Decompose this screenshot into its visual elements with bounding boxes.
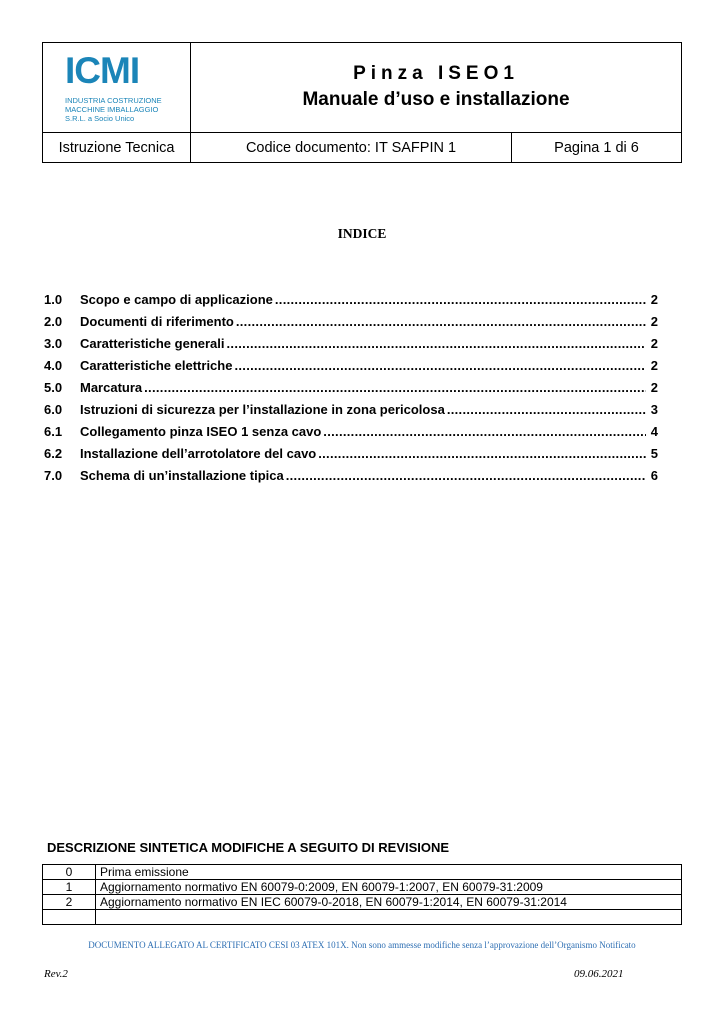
toc-page: 2 xyxy=(650,358,658,373)
revision-row xyxy=(43,880,682,895)
toc-leader-dots xyxy=(286,468,646,483)
toc-entry[interactable] xyxy=(44,402,658,420)
document-subtitle: Manuale d’uso e installazione xyxy=(302,89,570,110)
toc-page: 3 xyxy=(650,402,658,417)
toc-label: Scopo e campo di applicazione xyxy=(80,292,273,307)
toc-leader-dots xyxy=(144,380,646,395)
toc-leader-dots xyxy=(447,402,646,417)
toc-leader-dots xyxy=(275,292,646,307)
revision-number xyxy=(43,910,96,925)
logo-line-2: MACCHINE IMBALLAGGIO xyxy=(65,105,159,114)
toc-label: Installazione dell’arrotolatore del cavo xyxy=(80,446,317,461)
toc-entry[interactable] xyxy=(44,314,658,332)
doc-type: Istruzione Tecnica xyxy=(43,133,191,162)
toc-leader-dots xyxy=(323,424,646,439)
revision-label: Rev.2 xyxy=(44,968,68,980)
toc-page: 2 xyxy=(650,292,658,307)
toc-number: 7.0 xyxy=(44,468,63,483)
toc-page: 5 xyxy=(650,446,658,461)
toc-number: 6.2 xyxy=(44,446,63,461)
header-table xyxy=(42,42,682,163)
revision-table xyxy=(42,864,682,925)
header-info-row xyxy=(43,132,681,162)
toc-label: Marcatura xyxy=(80,380,143,395)
company-logo: ICMI xyxy=(65,50,140,91)
toc-label: Collegamento pinza ISEO 1 senza cavo xyxy=(80,424,322,439)
toc-page: 2 xyxy=(650,336,658,351)
toc-leader-dots xyxy=(227,336,646,351)
toc-entry[interactable] xyxy=(44,336,658,354)
toc-number: 1.0 xyxy=(44,292,63,307)
revision-number: 0 xyxy=(43,865,96,880)
toc-number: 3.0 xyxy=(44,336,63,351)
toc-leader-dots xyxy=(318,446,646,461)
document-title: Pinza ISEO1 xyxy=(353,63,519,84)
toc-number: 6.0 xyxy=(44,402,63,417)
revision-row xyxy=(43,865,682,880)
toc-number: 5.0 xyxy=(44,380,63,395)
revision-description: Aggiornamento normativo EN IEC 60079-0-2018, EN 60079-1:2014, EN 60079-31:2014 xyxy=(96,895,682,910)
toc-number: 2.0 xyxy=(44,314,63,329)
toc-label: Caratteristiche elettriche xyxy=(80,358,233,373)
logo-line-1: INDUSTRIA COSTRUZIONE xyxy=(65,96,162,105)
toc-page: 2 xyxy=(650,314,658,329)
title-cell xyxy=(191,43,681,132)
doc-code: Codice documento: IT SAFPIN 1 xyxy=(191,133,512,162)
logo-line-3: S.R.L. a Socio Unico xyxy=(65,114,135,123)
revision-number: 2 xyxy=(43,895,96,910)
toc-number: 6.1 xyxy=(44,424,63,439)
toc-label: Documenti di riferimento xyxy=(80,314,234,329)
toc-entry[interactable] xyxy=(44,292,658,310)
toc-entry[interactable] xyxy=(44,358,658,376)
toc-page: 6 xyxy=(650,468,658,483)
page-info: Pagina 1 di 6 xyxy=(554,139,639,156)
index-title: INDICE xyxy=(337,226,387,241)
certificate-note: DOCUMENTO ALLEGATO AL CERTIFICATO CESI 03 ATEX 101X. Non sono ammesse modifiche senza l’approvazione dell’Organismo Notificato xyxy=(88,940,636,950)
toc-label: Schema di un’installazione tipica xyxy=(80,468,284,483)
revision-heading: DESCRIZIONE SINTETICA MODIFICHE A SEGUITO DI REVISIONE xyxy=(47,840,450,855)
toc-number: 4.0 xyxy=(44,358,63,373)
toc-leader-dots xyxy=(236,314,646,329)
logo-cell xyxy=(43,43,191,132)
revision-number: 1 xyxy=(43,880,96,895)
revision-description xyxy=(96,910,682,925)
revision-description: Aggiornamento normativo EN 60079-0:2009, EN 60079-1:2007, EN 60079-31:2009 xyxy=(96,880,682,895)
toc-page: 2 xyxy=(650,380,658,395)
revision-row xyxy=(43,895,682,910)
toc-entry[interactable] xyxy=(44,446,658,464)
toc-entry[interactable] xyxy=(44,380,658,398)
toc-entry[interactable] xyxy=(44,424,658,442)
toc-entry[interactable] xyxy=(44,468,658,486)
revision-row xyxy=(43,910,682,925)
toc-page: 4 xyxy=(650,424,658,439)
revision-date: 09.06.2021 xyxy=(574,968,624,980)
toc-label: Istruzioni di sicurezza per l’installazione in zona pericolosa xyxy=(80,402,445,417)
toc-leader-dots xyxy=(234,358,646,373)
revision-description: Prima emissione xyxy=(96,865,682,880)
toc-label: Caratteristiche generali xyxy=(80,336,225,351)
